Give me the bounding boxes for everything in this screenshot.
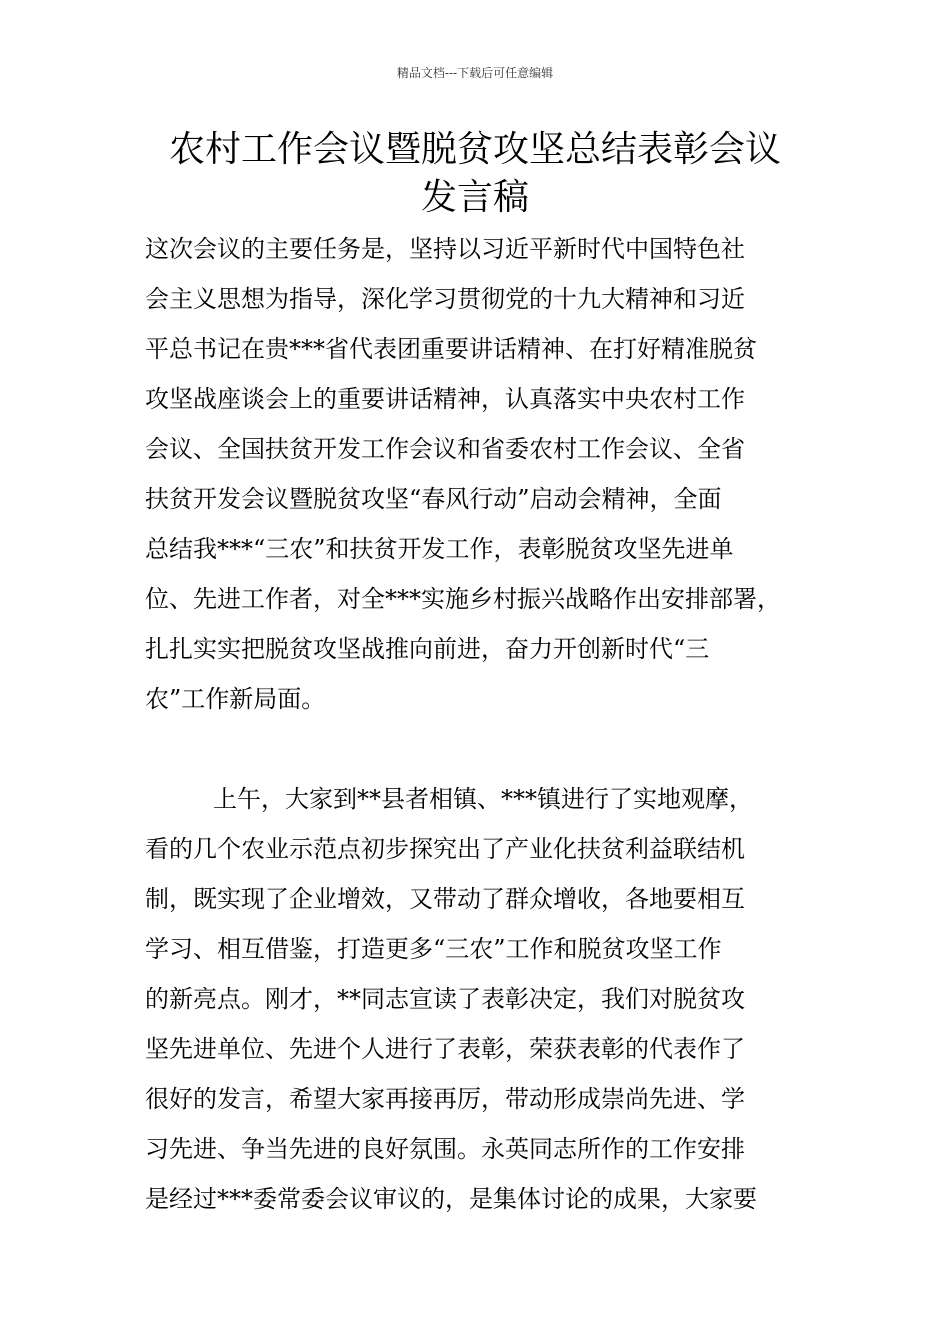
paragraph-line: 会主义思想为指导，深化学习贯彻党的十九大精神和习近 (145, 285, 745, 313)
paragraph-line: 上午，大家到**县者相镇、***镇进行了实地观摩， (213, 785, 753, 813)
paragraph-line: 学习、相互借鉴，打造更多“三农”工作和脱贫攻坚工作 (145, 935, 722, 963)
paragraph-line: 坚先进单位、先进个人进行了表彰，荣获表彰的代表作了 (145, 1035, 745, 1063)
paragraph-line: 这次会议的主要任务是，坚持以习近平新时代中国特色社 (145, 235, 745, 263)
paragraph-line: 是经过***委常委会议审议的，是集体讨论的成果，大家要 (145, 1185, 757, 1213)
paragraph-2 (145, 774, 835, 1224)
paragraph-line: 攻坚战座谈会上的重要讲话精神，认真落实中央农村工作 (145, 385, 745, 413)
title-line-2: 发言稿 (420, 177, 529, 218)
header-note: 精品文档---下载后可任意编辑 (396, 66, 554, 80)
paragraph-line: 总结我***“三农”和扶贫开发工作，表彰脱贫攻坚先进单 (145, 535, 734, 563)
paragraph-line: 扶贫开发会议暨脱贫攻坚“春风行动”启动会精神，全面 (145, 485, 722, 513)
title-line-1: 农村工作会议暨脱贫攻坚总结表彰会议 (168, 129, 781, 170)
paragraph-line: 很好的发言，希望大家再接再厉，带动形成崇尚先进、学 (145, 1085, 745, 1113)
document-title (100, 126, 850, 222)
paragraph-line: 习先进、争当先进的良好氛围。永英同志所作的工作安排 (145, 1135, 745, 1163)
paragraph-line: 看的几个农业示范点初步探究出了产业化扶贫利益联结机 (145, 835, 745, 863)
paragraph-1 (145, 224, 835, 724)
paragraph-line: 平总书记在贵***省代表团重要讲话精神、在打好精准脱贫 (145, 335, 757, 363)
paragraph-line: 农”工作新局面。 (145, 685, 326, 713)
paragraph-line: 会议、全国扶贫开发工作会议和省委农村工作会议、全省 (145, 435, 745, 463)
paragraph-line: 扎扎实实把脱贫攻坚战推向前进，奋力开创新时代“三 (145, 635, 710, 663)
paragraph-line: 制，既实现了企业增效，又带动了群众增收，各地要相互 (145, 885, 745, 913)
paragraph-line: 位、先进工作者，对全***实施乡村振兴战略作出安排部署， (145, 585, 781, 613)
paragraph-line: 的新亮点。刚才，**同志宣读了表彰决定，我们对脱贫攻 (145, 985, 745, 1013)
